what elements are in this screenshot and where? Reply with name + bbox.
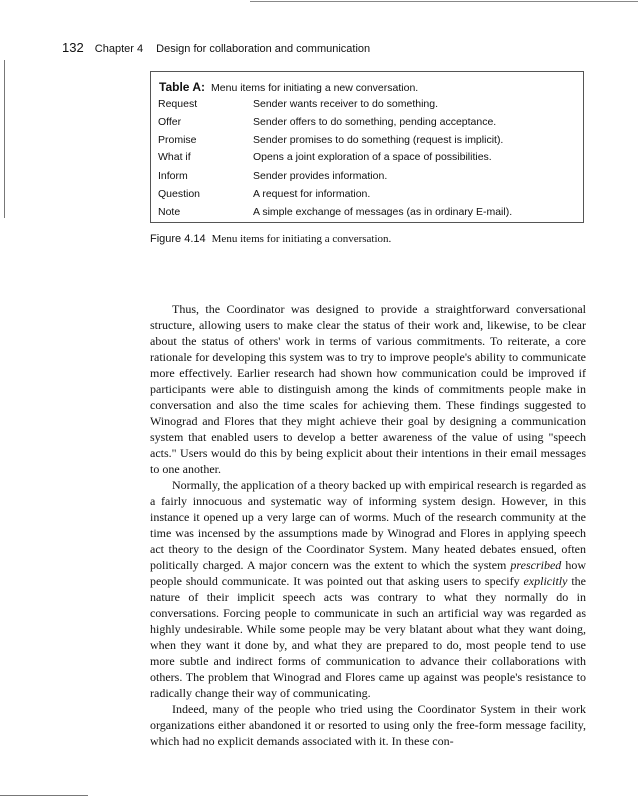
body-text [150,301,586,749]
table-row [158,114,496,130]
table-desc: Opens a joint exploration of a space of possibilities. [253,151,492,163]
table-desc: Sender offers to do something, pending acceptance. [253,116,497,128]
table-label: Table A: [159,80,206,94]
table-desc: Sender wants receiver to do something. [253,98,439,110]
top-rule [250,1,638,2]
table-term: Promise [158,134,197,146]
table-row [158,96,438,112]
emphasis: explicitly [523,574,568,588]
emphasis: prescribed [510,558,562,572]
paragraph-text: the nature of their implicit speech acts was contrary to what they normally do in conversations. Forcing people to communicate in such an artificial way was regarded as highly undesirable. While some people may be very blatant about what they want doing, when they want it done by, and what they are prepared to do, most people tend to use more subtle and indirect forms of communication to advance their collaborations with others. The problem that Winograd and Flores came up against was people's resistance to radically change their way of communicating. [150,574,587,700]
table-term: Note [158,206,181,218]
menu-items-table [150,71,584,223]
paragraph-text: Normally, the application of a theory backed up with empirical research is regarded as a fairly innocuous and systematic way of informing system design. However, in this instance it opened up a very large can of worms. Much of the research community at the time was incensed by the assumptions made by Winograd and Flores in applying speech act theory to the design of the Coordinator System. Many heated debates ensued, often politically charged. A major concern was the extent to which the system [150,478,586,572]
margin-rule [4,60,5,218]
table-term: Inform [158,170,188,182]
figure-caption [150,233,391,245]
table-term: What if [158,151,191,163]
table-desc: A request for information. [253,188,371,200]
paragraph: Indeed, many of the people who tried using the Coordinator System in their work organizations either abandoned it or resorted to using only the free-form message facility, which had no explicit demands associated with it. In these con- [150,702,586,748]
table-desc: Sender promises to do something (request is implicit). [253,134,504,146]
table-desc: A simple exchange of messages (as in ordinary E-mail). [253,206,513,218]
table-row [158,186,370,202]
figure-caption-text: Menu items for initiating a conversation. [211,233,392,245]
table-row [158,204,512,220]
table-caption-text: Menu items for initiating a new conversation. [211,82,419,94]
table-caption [159,80,418,94]
chapter-label: Chapter 4 [94,43,144,55]
table-term: Offer [158,116,182,128]
table-row [158,149,492,165]
paragraph-text: how people should communicate. It was pointed out that asking users to specify [150,558,586,588]
paragraph: Thus, the Coordinator was designed to provide a straightforward conversational structure, allowing users to make clear the status of their work and, likewise, to be clear about the status of others' work in terms of various commitments. To reiterate, a core rationale for developing this system was to try to improve people's ability to communicate more effectively. Earlier research had shown how communication could be improved if participants were able to distinguish among the kinds of commitments people make in conversation and also the time scales for achieving them. These findings suggested to Winograd and Flores that they might achieve their goal by designing a communication system that enabled users to develop a better awareness of the value of using "speech acts." Users would do this by being explicit about their intentions in their email messages to one another. [150,302,586,476]
paragraph [150,477,586,701]
table-term: Request [158,98,198,110]
table-row [158,132,503,148]
table-desc: Sender provides information. [253,170,388,182]
chapter-title: Design for collaboration and communication [156,43,371,55]
table-term: Question [158,188,201,200]
bottom-rule [0,795,88,796]
figure-label: Figure 4.14 [150,233,206,245]
table-row [158,168,387,184]
running-header [62,40,370,55]
page-number: 132 [62,40,84,55]
